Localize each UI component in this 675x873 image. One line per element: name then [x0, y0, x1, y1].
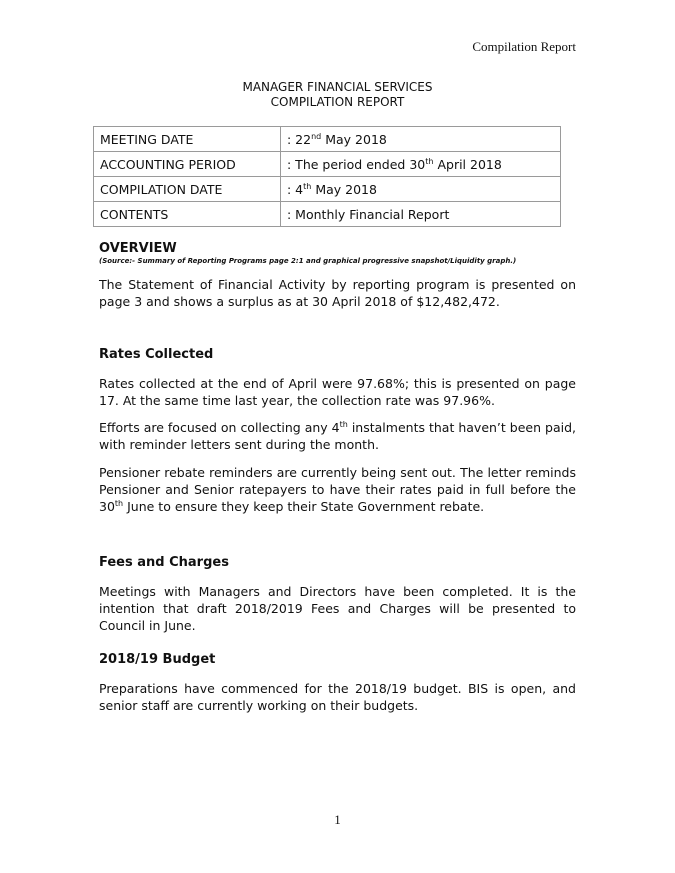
accounting-period-value: : The period ended 30th April 2018: [281, 152, 561, 177]
compilation-date-label: COMPILATION DATE: [94, 177, 281, 202]
rates-paragraph-3: Pensioner rebate reminders are currently being sent out. The letter reminds Pensioner and Senior ratepayers to have their rates paid in full before the 30th June to ensure they keep their State Government rebate.: [99, 465, 576, 514]
title-line-2: COMPILATION REPORT: [270, 95, 405, 109]
table-row: [94, 177, 561, 202]
rates-paragraph-1: Rates collected at the end of April were 97.68%; this is presented on page 17. At the same time last year, the collection rate was 97.96%.: [99, 376, 576, 408]
fees-heading: Fees and Charges: [99, 555, 229, 570]
running-header: Compilation Report: [472, 39, 576, 54]
contents-value: : Monthly Financial Report: [281, 202, 561, 227]
overview-paragraph: The Statement of Financial Activity by reporting program is presented on page 3 and shows a surplus as at 30 April 2018 of $12,482,472.: [99, 277, 576, 309]
overview-section: [99, 241, 576, 310]
report-title: [0, 80, 675, 110]
overview-source-note: (Source:- Summary of Reporting Programs page 2:1 and graphical progressive snapshot/Liquidity graph.): [99, 257, 517, 265]
table-row: [94, 202, 561, 227]
table-row: [94, 127, 561, 152]
overview-heading: OVERVIEW: [99, 241, 177, 256]
rates-section: [99, 347, 576, 515]
budget-section: [99, 652, 576, 714]
contents-label: CONTENTS: [94, 202, 281, 227]
rates-heading: Rates Collected: [99, 347, 214, 362]
page-number: 1: [334, 812, 341, 827]
table-row: [94, 152, 561, 177]
meeting-date-value: : 22nd May 2018: [281, 127, 561, 152]
fees-paragraph: Meetings with Managers and Directors have been completed. It is the intention that draft 2018/2019 Fees and Charges will be presented to Council in June.: [99, 584, 576, 633]
info-table: [93, 126, 561, 227]
accounting-period-label: ACCOUNTING PERIOD: [94, 152, 281, 177]
title-line-1: MANAGER FINANCIAL SERVICES: [242, 80, 433, 94]
budget-heading: 2018/19 Budget: [99, 652, 216, 667]
fees-section: [99, 555, 576, 634]
budget-paragraph: Preparations have commenced for the 2018/19 budget. BIS is open, and senior staff are currently working on their budgets.: [99, 681, 576, 713]
compilation-date-value: : 4th May 2018: [281, 177, 561, 202]
rates-paragraph-2: Efforts are focused on collecting any 4th instalments that haven’t been paid, with reminder letters sent during the month.: [99, 419, 577, 452]
meeting-date-label: MEETING DATE: [94, 127, 281, 152]
